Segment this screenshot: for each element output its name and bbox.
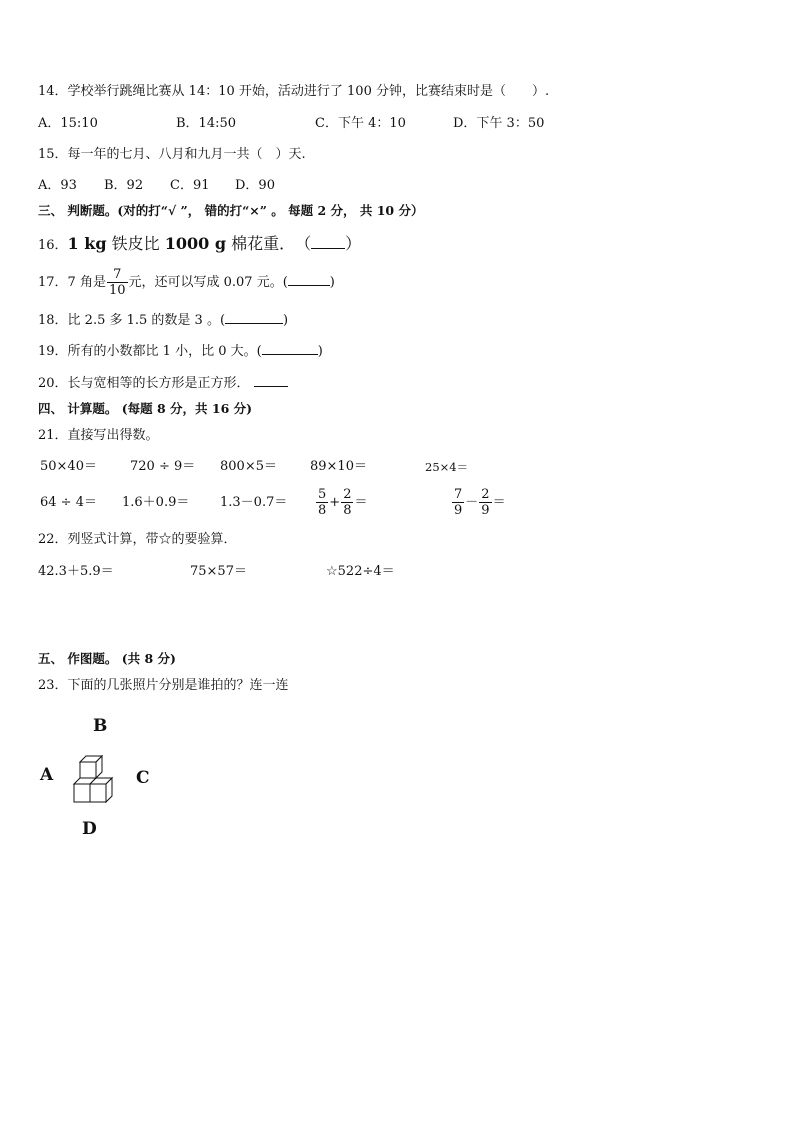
q15-option-c: C．91: [170, 178, 210, 193]
q17-numerator: 7: [107, 267, 128, 283]
q16-text-mid: 铁皮比: [106, 234, 165, 253]
label-d: D: [82, 819, 97, 839]
section-5-heading: 五、 作图题。 (共 8 分): [38, 651, 176, 666]
q21-f1-numerator-1: 5: [318, 487, 327, 502]
cube-top-front: [80, 762, 96, 778]
q16-text-end: 棉花重． （: [226, 234, 312, 253]
q14-option-c: C．下午 4：10: [315, 116, 406, 131]
q15-option-d: D．90: [235, 178, 275, 193]
q21-f1-fraction-1: [316, 487, 328, 518]
q21-item-7: 1.6＋0.9＝: [122, 495, 190, 510]
q22-item-1: 42.3＋5.9＝: [38, 564, 114, 579]
label-c: C: [136, 768, 150, 788]
question-14-text: 14．学校举行跳绳比赛从 14：10 开始，活动进行了 100 分钟，比赛结束时是（ ）.: [38, 84, 550, 99]
q16-number: 16．: [38, 238, 68, 253]
q21-f2-operator: －: [465, 495, 479, 510]
q21-f2-denominator-1: 9: [454, 503, 463, 518]
q21-f1-operator: +: [329, 495, 341, 510]
q18-text: 18．比 2.5 多 1.5 的数是 3 。(: [38, 313, 226, 328]
q21-item-9: [315, 484, 367, 522]
q21-item-10: [451, 484, 506, 522]
label-a: A: [40, 765, 54, 785]
q21-item-5: 25×4＝: [425, 460, 469, 474]
q14-option-b: B．14:50: [176, 116, 237, 131]
question-15-text: 15．每一年的七月、八月和九月一共（ ）天.: [38, 147, 306, 162]
q21-item-8: 1.3－0.7＝: [220, 495, 288, 510]
q22-item-2: 75×57＝: [190, 564, 247, 579]
q17-fraction: [107, 267, 128, 298]
q16-weight-b: 1000 g: [164, 234, 227, 253]
stacked-cubes-figure: [70, 752, 122, 806]
question-19: [38, 344, 323, 360]
section-4-heading: 四、 计算题。 (每题 8 分，共 16 分): [38, 401, 253, 416]
q22-item-3: ☆522÷4＝: [326, 564, 395, 579]
question-14-stem: [38, 84, 549, 100]
q21-f1-equals: ＝: [354, 495, 368, 510]
q20-answer-blank[interactable]: [254, 386, 288, 387]
q20-text: 20．长与宽相等的长方形是正方形．: [38, 376, 250, 391]
q17-text-pre: 17．7 角是: [38, 275, 106, 290]
q21-item-6: 64 ÷ 4＝: [40, 495, 97, 510]
q18-close-paren: ): [283, 313, 289, 328]
q21-f2-fraction-2: [479, 487, 491, 518]
cube-bottom-left-front: [74, 784, 90, 802]
q21-f2-denominator-2: 9: [481, 503, 490, 518]
question-22-stem: 22．列竖式计算，带☆的要验算．: [38, 532, 237, 547]
q21-f2-fraction-1: [452, 487, 464, 518]
q16-close-paren: ）: [345, 234, 362, 253]
q19-text: 19．所有的小数都比 1 小，比 0 大。(: [38, 344, 262, 359]
q21-f2-numerator-2: 2: [481, 487, 490, 502]
q19-close-paren: ): [317, 344, 323, 359]
q17-close-paren: ): [329, 275, 335, 290]
q17-denominator: 10: [108, 283, 126, 298]
cube-bottom-right-front: [90, 784, 106, 802]
q17-answer-blank[interactable]: [288, 285, 330, 286]
question-23-stem: 23．下面的几张照片分别是谁拍的？连一连: [38, 678, 289, 693]
section-3-heading: 三、 判断题。(对的打“√ ”， 错的打“×” 。 每题 2 分， 共 10 分）: [38, 203, 424, 218]
q15-option-b: B．92: [104, 178, 144, 193]
q16-answer-blank[interactable]: [311, 248, 345, 249]
q21-f2-equals: ＝: [492, 495, 506, 510]
q21-f1-fraction-2: [341, 487, 353, 518]
q17-text-post: 元，还可以写成 0.07 元。(: [128, 275, 288, 290]
q21-item-4: 89×10＝: [310, 459, 367, 474]
q21-item-1: 50×40＝: [40, 459, 97, 474]
q16-weight-a: 1 kg: [67, 234, 107, 253]
q18-answer-blank[interactable]: [225, 323, 283, 324]
question-16: [38, 234, 361, 256]
q15-option-a: A．93: [38, 178, 77, 193]
question-20: [38, 376, 288, 392]
q19-answer-blank[interactable]: [262, 354, 318, 355]
q21-item-2: 720 ÷ 9＝: [130, 459, 196, 474]
question-18: [38, 313, 288, 329]
q21-f1-denominator-1: 8: [318, 503, 327, 518]
q21-f1-denominator-2: 8: [343, 503, 352, 518]
q14-option-d: D．下午 3：50: [453, 116, 545, 131]
question-15-stem: [38, 147, 306, 163]
q21-f1-numerator-2: 2: [343, 487, 352, 502]
question-21-stem: 21．直接写出得数。: [38, 428, 159, 443]
q14-option-a: A．15:10: [38, 116, 98, 131]
question-17: [38, 265, 335, 301]
q21-item-3: 800×5＝: [220, 459, 277, 474]
label-b: B: [93, 716, 108, 736]
q21-f2-numerator-1: 7: [454, 487, 463, 502]
